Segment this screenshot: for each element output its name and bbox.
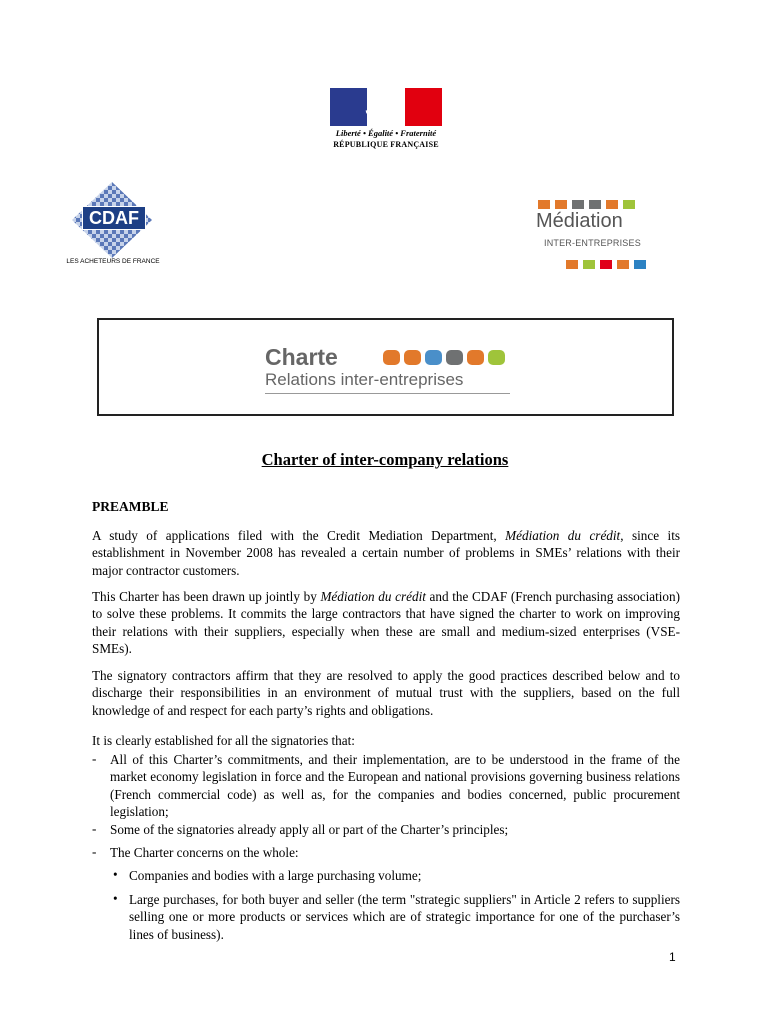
mediation-subtitle: INTER-ENTREPRISES [544,238,641,248]
dash-marker: - [92,844,97,859]
dash-item-3: The Charter concerns on the whole: [110,845,299,860]
mediation-title: Médiation [536,210,623,232]
charte-title: Charte [265,344,338,370]
dash-marker: - [92,821,97,836]
paragraph-2 [92,588,680,658]
tricolor-flag [330,88,442,126]
cdaf-name: CDAF [82,206,146,230]
paragraph-3: The signatory contractors affirm that they are resolved to apply the good practices described below and to discharge their responsibilities in an environment of mutual trust with the suppliers, based on the full knowledge of and respect for each party’s rights and obligations. [92,668,680,718]
charte-banner [97,318,674,416]
republique-name: RÉPUBLIQUE FRANÇAISE [333,140,439,149]
cdaf-logo [58,180,168,270]
bullet-item-1: Companies and bodies with a large purchasing volume; [129,868,422,883]
document-title: Charter of inter-company relations [261,450,509,469]
marianne-icon [360,88,410,126]
preamble-heading: PREAMBLE [92,499,169,514]
mediation-squares-bottom [566,260,646,269]
paragraph-2-emphasis: Médiation du crédit [320,589,426,604]
paragraph-4: It is clearly established for all the signatories that: [92,733,355,748]
paragraph-1-emphasis: Médiation du crédit [505,528,621,543]
page-number: 1 [669,950,676,964]
dash-marker: - [92,751,97,766]
charte-underline [265,393,510,394]
dash-item-1: All of this Charter’s commitments, and their implementation, are to be understood in the frame of the market economy legislation in force and the European and national provisions governing business relations (French commercial code) as well as, for the companies and bodies concerned, public procurement legislation; [110,752,680,820]
paragraph-1 [92,527,680,579]
cdaf-subtitle: LES ACHETEURS DE FRANCE [66,258,160,265]
republique-francaise-logo [328,86,444,152]
bullet-marker: • [113,867,118,882]
paragraph-2-text-b: and the CDAF (French purchasing association) to solve these problems. It commits the large contractors that have signed the charter to work on improving their relations with their suppliers, especially when these are small and medium-sized enterprises (VSE-SMEs). [92,589,681,657]
bullet-item-2: Large purchases, for both buyer and seller (the term "strategic suppliers" in Article 2 refers to suppliers selling one or more products or services which are of strategic importance for one of the purchaser’s lines of business). [129,892,680,942]
republique-motto: Liberté • Égalité • Fraternité [335,128,437,138]
charte-subtitle: Relations inter-entreprises [265,370,464,389]
paragraph-1-text-a: A study of applications filed with the Credit Mediation Department, [92,528,506,543]
dash-item-2: Some of the signatories already apply all or part of the Charter’s principles; [110,822,509,837]
paragraph-1-text-b: , since its establishment in November 2008 has revealed a certain number of problems in SMEs’ relations with their major contractor customers. [92,528,680,578]
paragraph-2-text-a: This Charter has been drawn up jointly by [92,589,321,604]
bullet-marker: • [113,891,118,906]
mediation-squares-top [538,200,635,209]
mediation-logo [530,196,670,272]
charte-icons [383,350,505,365]
